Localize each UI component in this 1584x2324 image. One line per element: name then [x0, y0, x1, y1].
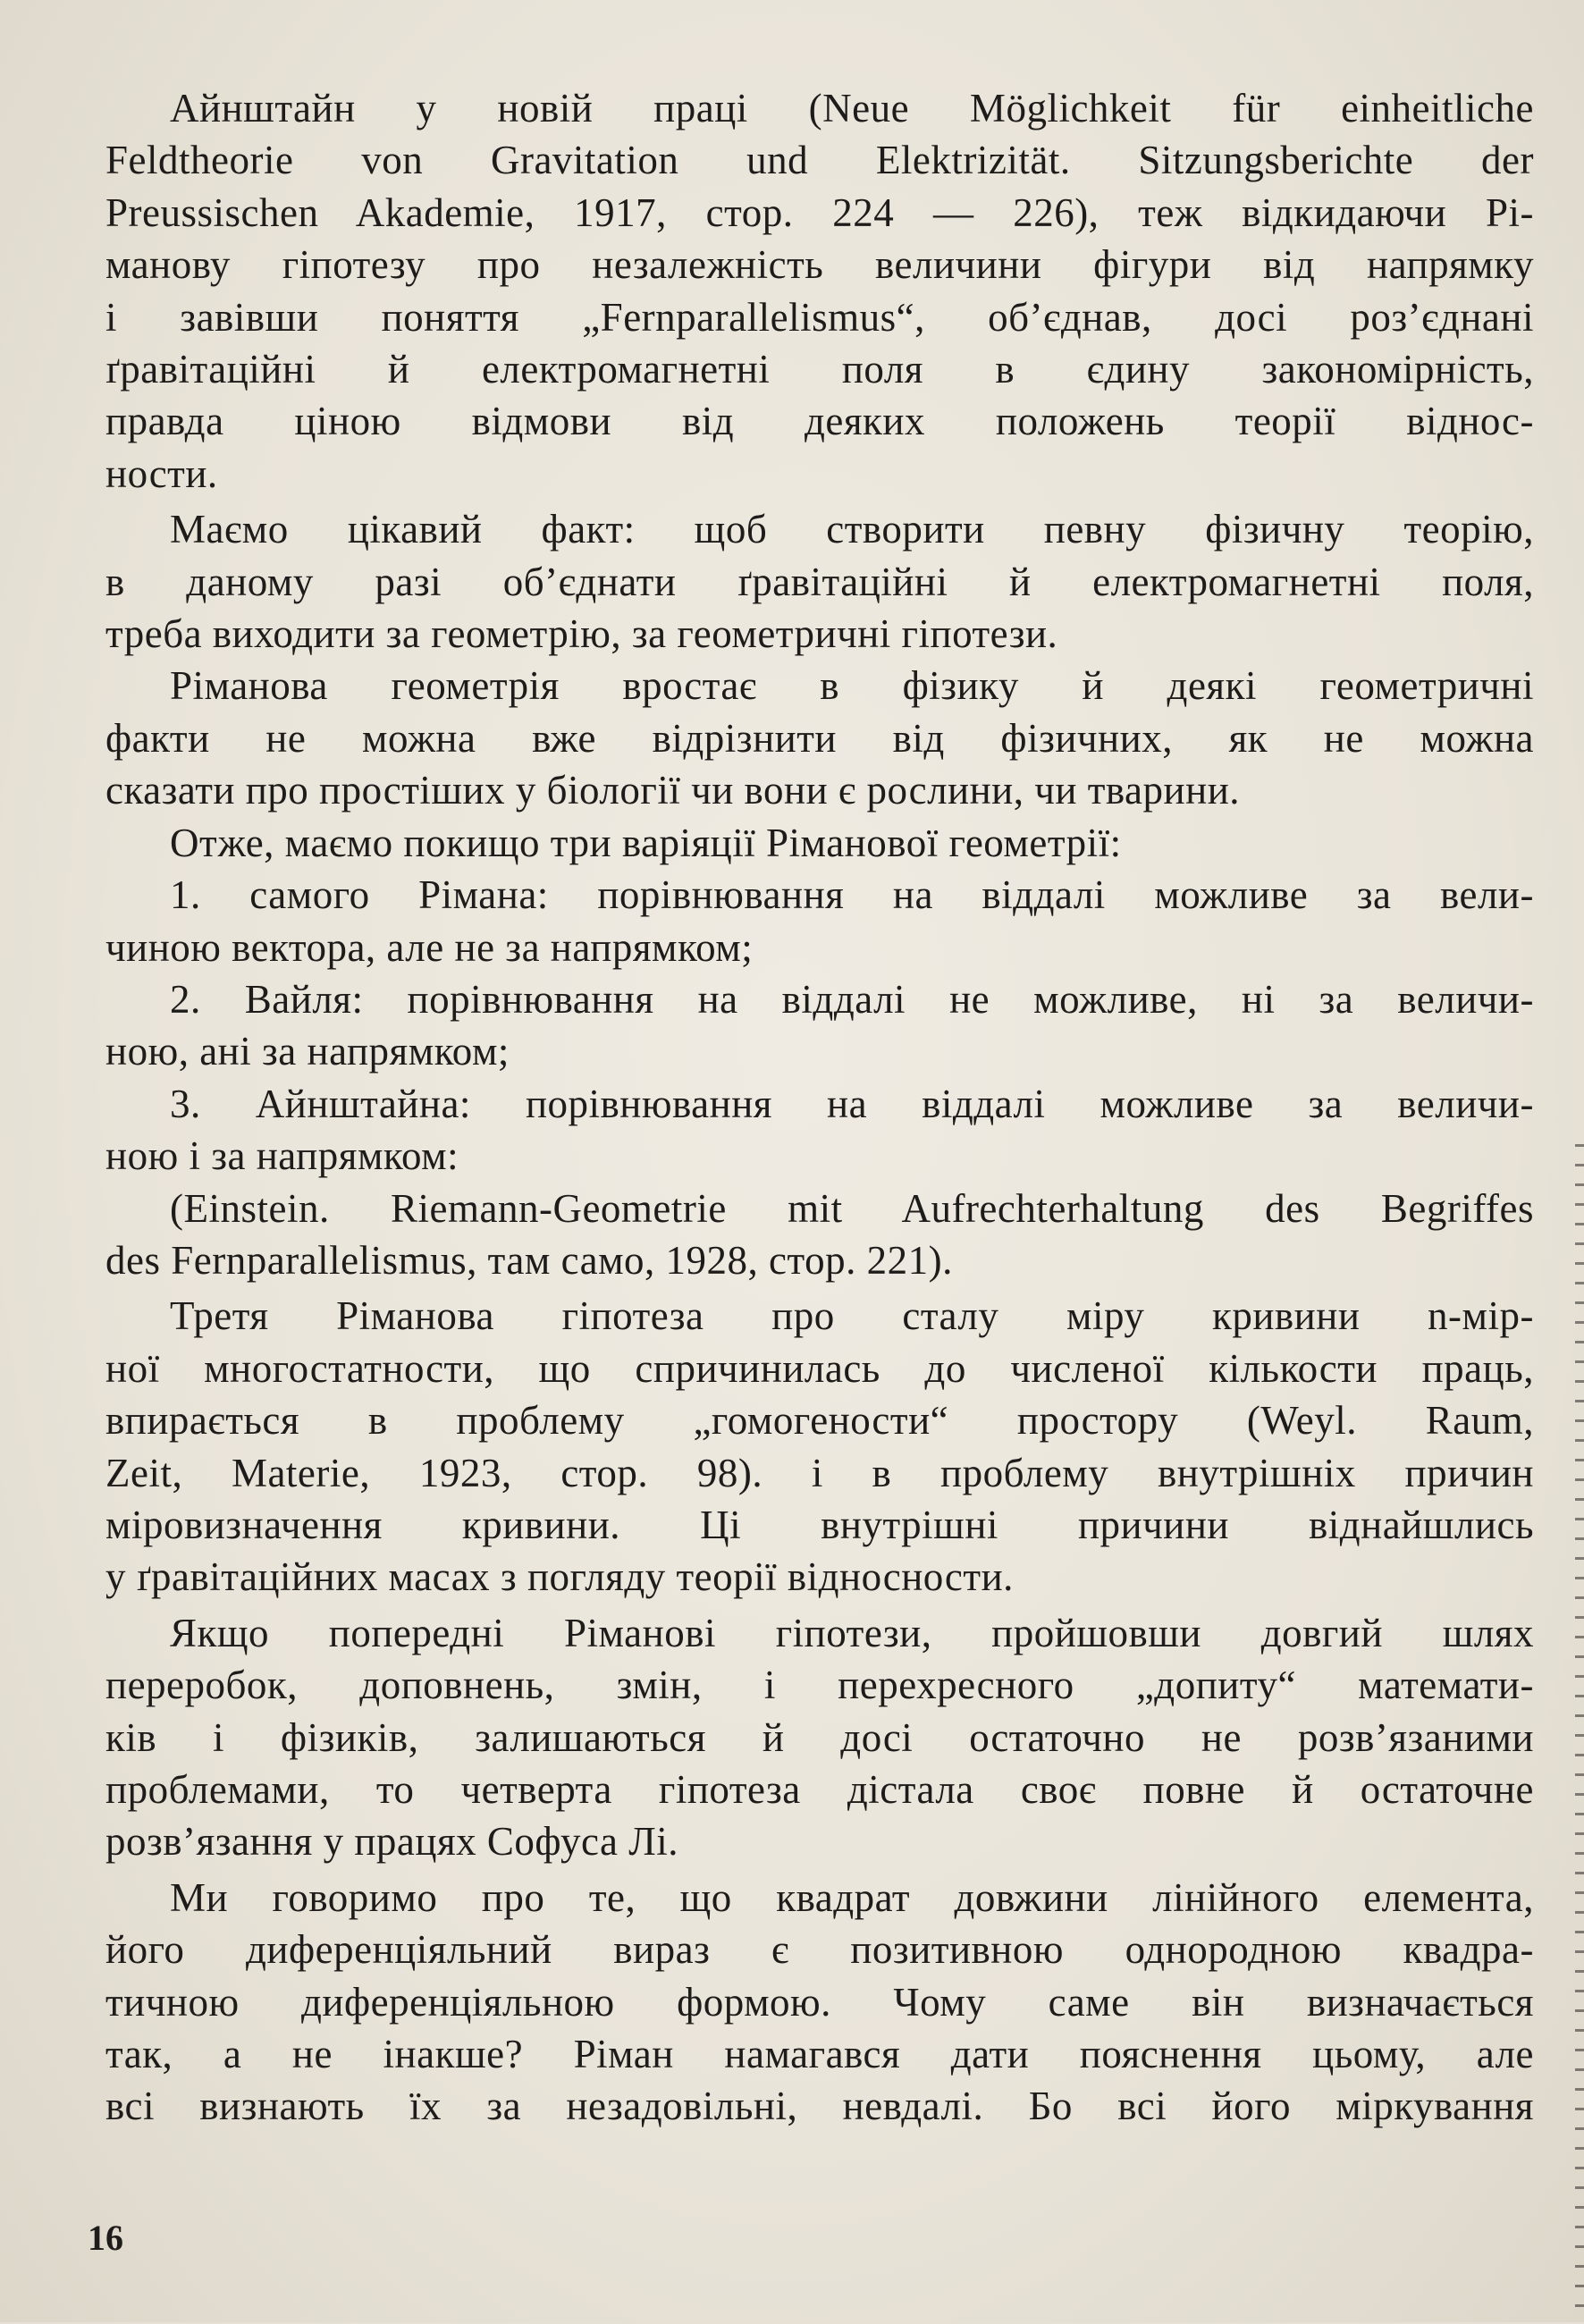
text-line: 2. Вайля: порівнювання на віддалі не можливе, ні за величи-	[170, 976, 1534, 1022]
page-edge-shadow	[1575, 1144, 1584, 2324]
text-line: так, а не інакше? Ріман намагався дати пояснення цьому, але	[105, 2032, 1534, 2077]
text-line: його диференціяльний вираз є позитивною однородною квадра-	[105, 1927, 1534, 1973]
text-line: ною і за напрямком:	[105, 1133, 459, 1179]
text-line: переробок, доповнень, змін, і перехресного „допиту“ математи-	[105, 1663, 1534, 1708]
text-line: 1. самого Рімана: порівнювання на віддалі можливе за вели-	[170, 872, 1534, 918]
text-line: Третя Ріманова гіпотеза про сталу міру кривини n-мір-	[170, 1293, 1534, 1339]
text-line: треба виходити за геометрію, за геометричні гіпотези.	[105, 611, 1058, 657]
text-line: і завівши поняття „Fernparallelismus“, об’єднав, досі роз’єднані	[105, 294, 1534, 340]
text-line: 3. Айнштайна: порівнювання на віддалі можливе за величи-	[170, 1081, 1534, 1126]
text-line: Ми говоримо про те, що квадрат довжини лінійного елемента,	[170, 1874, 1534, 1920]
text-line: проблемами, то четверта гіпотеза дістала своє повне й остаточне	[105, 1767, 1534, 1812]
text-line: всі визнають їх за незадовільні, невдалі. Бо всі його міркування	[105, 2084, 1534, 2129]
text-line: des Fernparallelismus, там само, 1928, стор. 221).	[105, 1237, 953, 1283]
text-line: тичною диференціяльною формою. Чому саме він визначається	[105, 1979, 1534, 2025]
text-line: впирається в проблему „гомогености“ простору (Weyl. Raum,	[105, 1398, 1534, 1444]
text-line: в даному разі об’єднати ґравітаційні й електромагнетні поля,	[105, 559, 1534, 604]
list-item-weyl	[105, 973, 1534, 1078]
text-line: ґравітаційні й електромагнетні поля в єдину закономірність,	[105, 347, 1534, 392]
list-item-riemann	[105, 869, 1534, 973]
text-line: факти не можна вже відрізнити від фізичних, як не можна	[105, 715, 1534, 761]
body-text	[105, 82, 1534, 2133]
text-line: ною, ані за напрямком;	[105, 1029, 510, 1074]
text-line: (Einstein. Riemann-Geometrie mit Aufrechterhaltung des Begriffes	[170, 1185, 1534, 1231]
paragraph-third-hypothesis	[105, 1290, 1534, 1603]
text-line: манову гіпотезу про незалежність величини фігури від напрямку	[105, 242, 1534, 288]
text-line: правда ціною відмови від деяких положень теорії віднос-	[105, 399, 1534, 444]
text-line: розв’язання у працях Софуса Лі.	[105, 1819, 678, 1865]
text-line: сказати про простіших у біології чи вони є рослини, чи тварини.	[105, 768, 1241, 813]
text-line: Отже, маємо покищо три варіяції Ріманової геометрії:	[170, 820, 1122, 865]
page-number: 16	[88, 2218, 123, 2258]
list-item-einstein	[105, 1078, 1534, 1183]
text-line: Ріманова геометрія вростає в фізику й деякі геометричні	[170, 663, 1534, 709]
text-line: ної многостатности, що спричинилась до численої кількости праць,	[105, 1345, 1534, 1391]
text-line: Preussischen Akademie, 1917, стор. 224 — 226), теж відкидаючи Рі-	[105, 189, 1534, 235]
paragraph-three-variations	[105, 817, 1534, 869]
text-line: Маємо цікавий факт: щоб створити певну фізичну теорію,	[170, 507, 1534, 552]
paragraph-interesting-fact	[105, 503, 1534, 660]
text-line: у ґравітаційних масах з погляду теорії відносности.	[105, 1554, 1014, 1600]
text-line: міровизначення кривини. Ці внутрішні причини віднайшлись	[105, 1502, 1534, 1547]
text-line: ности.	[105, 450, 218, 496]
citation-einstein-1928	[105, 1183, 1534, 1287]
text-line: Айнштайн у новій праці (Neue Möglichkeit für einheitliche	[170, 86, 1534, 131]
text-line: чиною вектора, але не за напрямком;	[105, 924, 754, 970]
paragraph-line-element	[105, 1872, 1534, 2133]
paragraph-riemann-geometry-physics	[105, 660, 1534, 816]
text-line: ків і фізиків, залишаються й досі остаточно не розв’язаними	[105, 1714, 1534, 1760]
paragraph-einstein-new-work	[105, 82, 1534, 500]
text-line: Feldtheorie von Gravitation und Elektrizität. Sitzungsberichte der	[105, 138, 1534, 183]
text-line: Якщо попередні Ріманові гіпотези, пройшовши довгий шлях	[170, 1610, 1534, 1655]
paragraph-fourth-hypothesis	[105, 1607, 1534, 1868]
text-line: Zeit, Materie, 1923, стор. 98). і в проблему внутрішніх причин	[105, 1450, 1534, 1495]
